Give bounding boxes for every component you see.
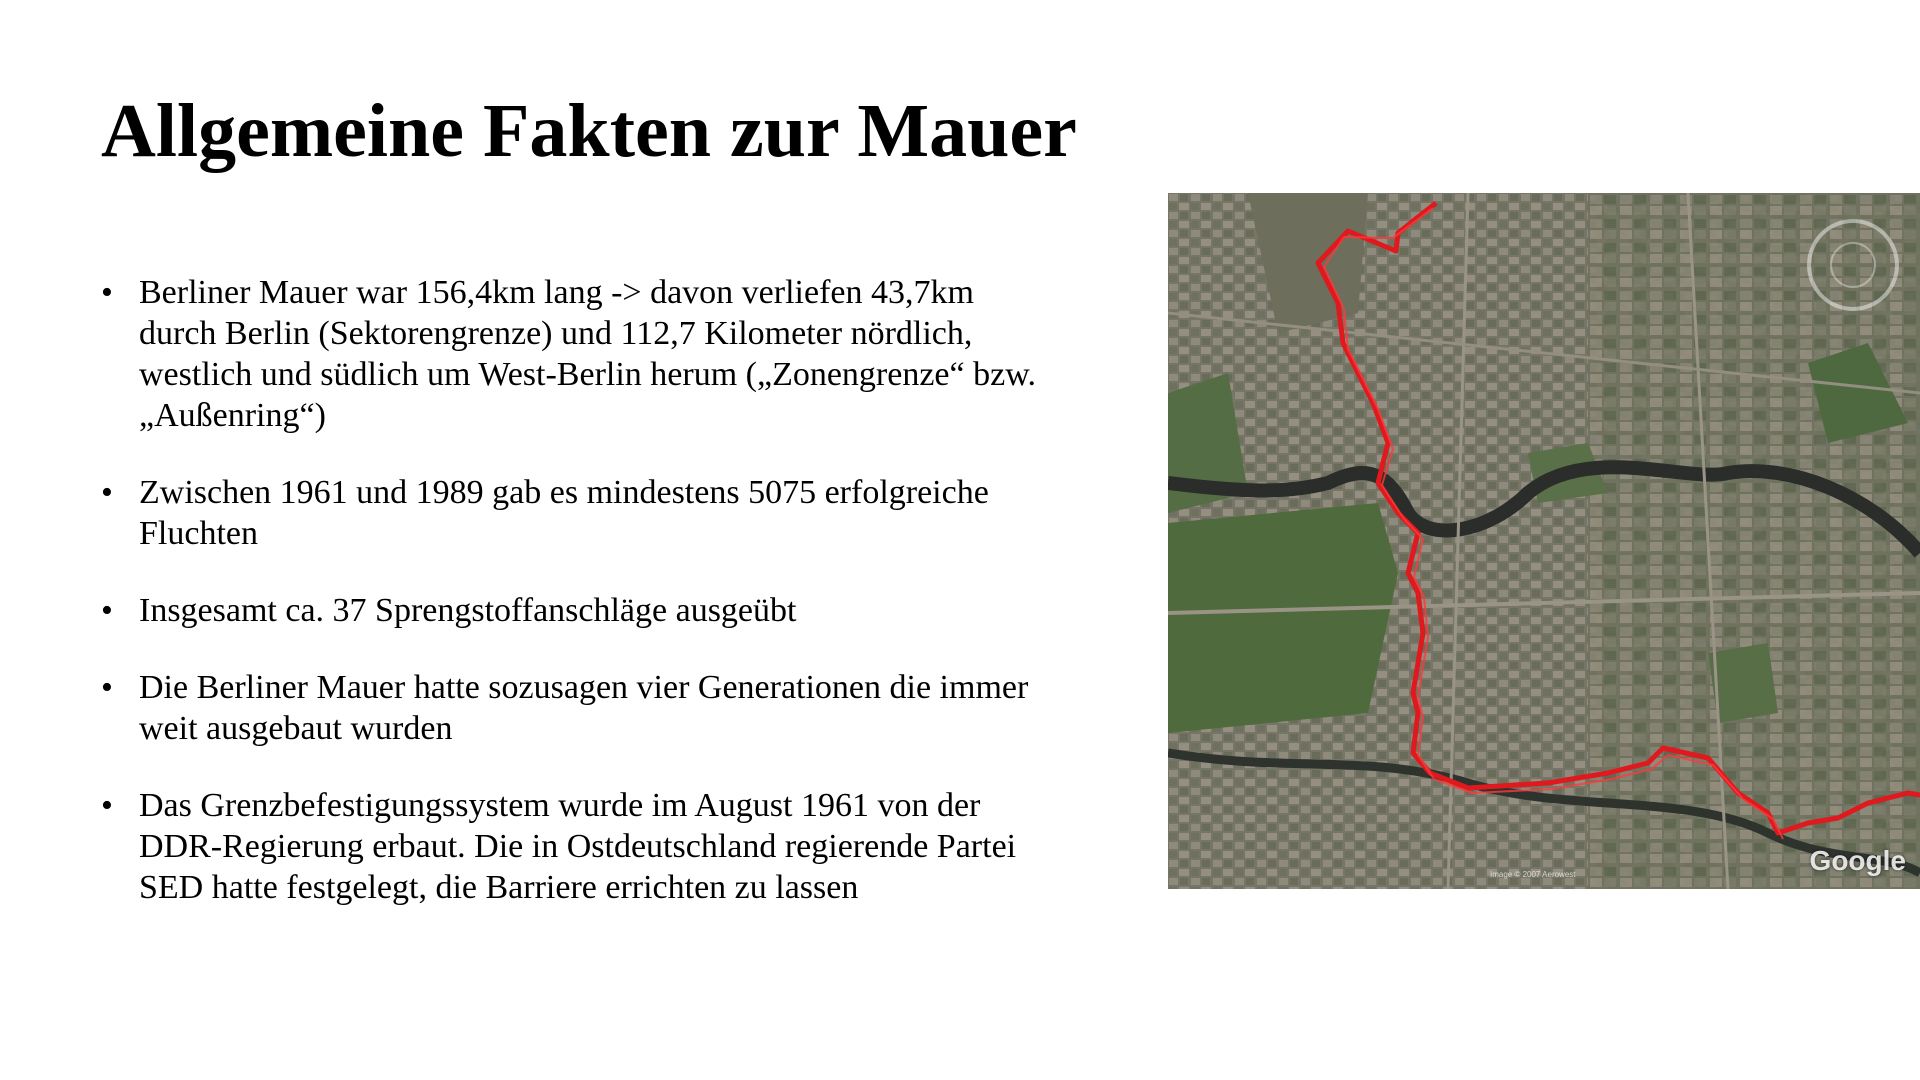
bullet-item-4 — [101, 667, 1167, 749]
bullet-dot-icon: • — [101, 274, 113, 311]
bullet-line: Insgesamt ca. 37 Sprengstoffanschläge ausgeübt — [139, 592, 797, 629]
satellite-map-image — [1168, 193, 1920, 889]
bullet-line: SED hatte festgelegt, die Barriere errichten zu lassen — [139, 869, 859, 906]
bullet-dot-icon: • — [101, 787, 113, 824]
bullet-line: Berliner Mauer war 156,4km lang -> davon verliefen 43,7km — [139, 274, 974, 311]
bullet-line: weit ausgebaut wurden — [139, 710, 453, 747]
bullet-dot-icon: • — [101, 592, 113, 629]
bullet-item-2 — [101, 472, 1167, 554]
map-credit: Image © 2007 Aerowest — [1490, 870, 1576, 879]
slide-title: Allgemeine Fakten zur Mauer — [101, 89, 1077, 173]
bullet-item-1 — [101, 272, 1167, 436]
bullet-dot-icon: • — [101, 474, 113, 511]
bullet-dot-icon: • — [101, 669, 113, 706]
bullet-line: Zwischen 1961 und 1989 gab es mindestens 5075 erfolgreiche — [139, 474, 989, 511]
map-watermark: Google — [1809, 845, 1906, 876]
satellite-map-graphic — [1168, 193, 1920, 889]
map-urban-area-east — [1588, 193, 1920, 889]
bullet-line: westlich und südlich um West-Berlin herum („Zonengrenze“ bzw. — [139, 356, 1037, 393]
map-park-tiergarten — [1168, 503, 1398, 733]
bullet-line: Fluchten — [139, 515, 258, 552]
bullet-line: Die Berliner Mauer hatte sozusagen vier Generationen die immer — [139, 669, 1029, 706]
bullet-line: DDR-Regierung erbaut. Die in Ostdeutschland regierende Partei — [139, 828, 1017, 865]
bullet-item-3 — [101, 590, 1167, 631]
bullet-item-5 — [101, 785, 1167, 908]
bullet-line: Das Grenzbefestigungssystem wurde im August 1961 von der — [139, 787, 981, 824]
bullet-line: „Außenring“) — [139, 397, 326, 434]
bullet-list — [101, 272, 1167, 944]
bullet-line: durch Berlin (Sektorengrenze) und 112,7 Kilometer nördlich, — [139, 315, 973, 352]
